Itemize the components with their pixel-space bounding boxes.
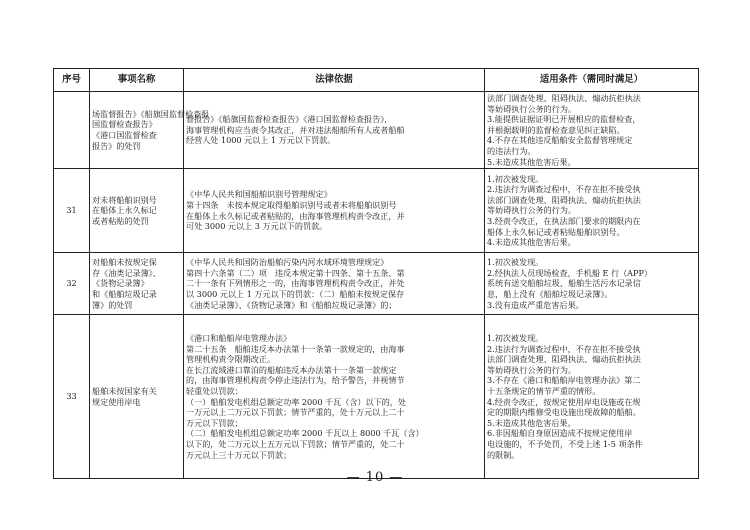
item-name-line: 对未将船舶识别号 (92, 194, 157, 205)
condition-line: 等妨碍执行公务的行为。 (487, 205, 577, 216)
header-number: 序号 (54, 69, 90, 92)
condition-line: 1.初次被发现。 (487, 257, 544, 268)
legal-basis-line: 轻重处以罚款： (186, 386, 243, 397)
legal-basis-line: 一万元以上二万元以下罚款；情节严重的，处十万元以上二十 (186, 407, 405, 418)
condition-line: 4.不存在其他违反船舶安全监督管理规定 (487, 135, 633, 146)
legal-basis-line: 《中华人民共和国船舶识别号管理规定》 (186, 189, 332, 200)
legal-basis-line: 可处 3000 元以上 3 万元以下的罚款。 (186, 221, 328, 232)
condition-line: 的违法行为。 (487, 145, 536, 156)
conditions-cell (485, 169, 699, 253)
item-name-cell (90, 92, 210, 169)
table-header-row (54, 69, 699, 92)
item-name-cell (90, 315, 184, 479)
condition-line: 5.未造成其他危害后果。 (487, 417, 576, 428)
item-name-line: 簿》的处罚 (92, 299, 133, 310)
condition-line: 息，船上没有《船舶垃圾记录簿》。 (487, 288, 613, 299)
condition-line: 1.初次被发现。 (487, 333, 544, 344)
conditions-cell (485, 92, 699, 169)
legal-basis-line: 第十四条 未按本规定取得船舶识别号或者未将船舶识别号 (186, 200, 397, 211)
condition-line: 定的期限内维修受电设施出现故障的船舶。 (487, 407, 641, 418)
conditions-cell (485, 315, 699, 479)
item-name-line: 对船舶未按规定保 (92, 257, 157, 268)
legal-basis-line: 万元以上三十万元以下罚款； (186, 449, 292, 460)
condition-line: 并根据载明的监督检查意见纠正缺陷。 (487, 124, 625, 135)
item-name-line: 国监督检查报告》 (92, 119, 157, 130)
item-name-line: 场监督报告》《船旗国监督检查报 (92, 108, 210, 119)
condition-line: 3.没有造成严重危害后果。 (487, 299, 584, 310)
item-name-line: 《港口国监督检查 (92, 130, 157, 141)
condition-line: 1.初次被发现。 (487, 173, 544, 184)
item-name-line: 规定使用岸电 (92, 396, 141, 407)
table-row (54, 92, 699, 169)
table-row (54, 315, 699, 479)
penalty-table (53, 68, 699, 479)
condition-line: 法部门调查处理、阻碍执法、煽动抗拒执法 (487, 354, 641, 365)
condition-line: 船体上永久标记或者粘贴船舶识别号。 (487, 226, 625, 237)
item-name-line: 和《船舶垃圾记录 (92, 288, 157, 299)
condition-line: 十五条规定的情节严重的情形。 (487, 386, 601, 397)
legal-basis-line: 《港口和船舶岸电管理办法》 (186, 333, 292, 344)
condition-line: 3.经责令改正，在执法部门要求的期限内在 (487, 215, 641, 226)
legal-basis-cell (184, 315, 485, 479)
header-conditions: 适用条件（需同时满足） (485, 69, 699, 92)
row-number: 32 (54, 253, 90, 315)
legal-basis-line: 万元以下罚款； (186, 417, 243, 428)
condition-line: 电设施的，不予处罚，不受上述 1-5 项条件 (487, 439, 643, 450)
condition-line: 4.经责令改正，按规定使用岸电设施或在规 (487, 396, 641, 407)
condition-line: 2.违法行为调查过程中，不存在拒不接受执 (487, 184, 641, 195)
legal-basis-line: 《油类记录簿》、《货物记录簿》和《船舶垃圾记录簿》的； (186, 299, 397, 310)
legal-basis-line: 《中华人民共和国防治船舶污染内河水域环境管理规定》 (186, 257, 389, 268)
condition-line: 3.不存在《港口和船舶岸电管理办法》第二 (487, 375, 641, 386)
item-name-cell (90, 253, 184, 315)
legal-basis-line: 在长江流域港口靠泊的船舶违反本办法第十一条第一款规定 (186, 364, 397, 375)
legal-basis-line: （一）船舶发电机组总额定功率 2000 千瓦（含）以下的，处 (186, 396, 406, 407)
row-number (54, 92, 90, 169)
item-name-cell (90, 169, 184, 253)
item-name-line: 存《油类记录簿》、 (92, 267, 161, 278)
condition-line: 等妨碍执行公务的行为。 (487, 103, 577, 114)
legal-basis-line: 第四十六条第（二）项 违反本规定第十四条、第十五条、第 (186, 267, 405, 278)
row-number: 33 (54, 315, 90, 479)
item-name-line: 船舶未按国家有关 (92, 386, 157, 397)
item-name-line: 《货物记录簿》 (92, 278, 149, 289)
condition-line: 5.未造成其他危害后果。 (487, 156, 576, 167)
item-name-line: 或者粘贴的处罚 (92, 215, 149, 226)
table-row (54, 253, 699, 315)
condition-line: 2.违法行为调查过程中，不存在拒不接受执 (487, 343, 641, 354)
legal-basis-cell (184, 169, 485, 253)
legal-basis-line: 以下的，处二万元以上五万元以下罚款；情节严重的，处二十 (186, 439, 405, 450)
legal-basis-cell (184, 253, 485, 315)
legal-basis-line: 督报告》《船旗国监督检查报告》《港口国监督检查报告》， (186, 114, 393, 125)
legal-basis-line: （二）船舶发电机组总额定功率 2000 千瓦以上 8000 千瓦（含） (186, 428, 424, 439)
condition-line: 2.经执法人员现场检查，手机船 E 行（APP） (487, 267, 653, 278)
legal-basis-line: 二十一条有下列情形之一的，由海事管理机构责令改正，并处 (186, 278, 405, 289)
condition-line: 系统有送交船舶垃圾、船舶生活污水记录信 (487, 278, 641, 289)
condition-line: 6.非因船舶自身原因造成不按规定使用岸 (487, 428, 633, 439)
legal-basis-line: 管理机构责令限期改正。 (186, 354, 276, 365)
condition-line: 法部门调查处理、阻碍执法、煽动抗拒执法 (487, 93, 641, 103)
legal-basis-line: 以 3000 元以上 1 万元以下的罚款：（二）船舶未按规定保存 (186, 288, 405, 299)
item-name-line: 报告》的处罚 (92, 140, 141, 151)
item-name-line: 在船体上永久标记 (92, 205, 157, 216)
legal-basis-line: 在船体上永久标记或者粘贴的，由海事管理机构责令改正，并 (186, 210, 405, 221)
page-number: — 10 — (346, 470, 404, 485)
row-number: 31 (54, 169, 90, 253)
legal-basis-cell (184, 92, 485, 169)
table-row (54, 169, 699, 253)
legal-basis-line: 第二十五条 船舶违反本办法第十一条第一款规定的，由海事 (186, 343, 405, 354)
legal-basis-line: 海事管理机构应当责令其改正，并对违法船舶所有人或者船舶 (186, 124, 405, 135)
condition-line: 4.未造成其他危害后果。 (487, 237, 576, 248)
header-legal-basis: 法律依据 (184, 69, 485, 92)
condition-line: 3.能提供证据证明已开展相应的监督检查， (487, 114, 641, 125)
condition-line: 等妨碍执行公务的行为。 (487, 364, 577, 375)
header-item-name: 事项名称 (90, 69, 184, 92)
legal-basis-line: 的，由海事管理机构责令停止违法行为，给予警告，并视情节 (186, 375, 405, 386)
legal-basis-line: 经营人处 1000 元以上 1 万元以下罚款。 (186, 135, 336, 146)
conditions-cell (485, 253, 699, 315)
condition-line: 的限制。 (487, 449, 520, 460)
condition-line: 法部门调查处理、阻碍执法、煽动抗拒执法 (487, 194, 641, 205)
